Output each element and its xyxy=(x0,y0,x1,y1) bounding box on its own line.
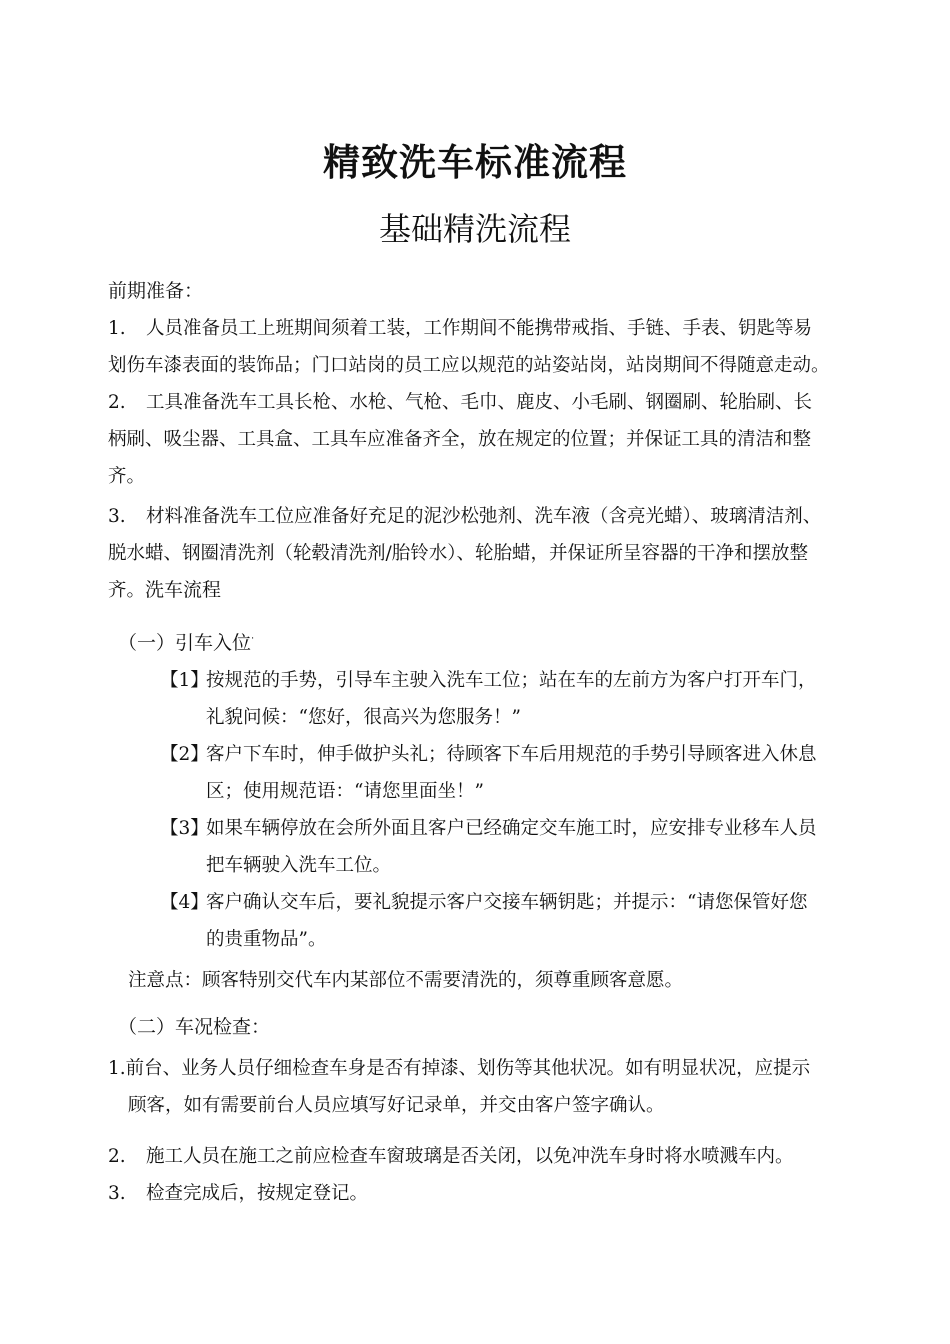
check-item-3 xyxy=(108,1175,368,1212)
prep-heading: 前期准备： xyxy=(108,280,204,302)
prep-item-2-line1: 工具准备洗车工具长枪、水枪、气枪、毛巾、鹿皮、小毛刷、钢圈刷、轮胎刷、长 xyxy=(146,392,813,413)
prep-item-2 xyxy=(108,384,836,495)
check-item-1-line1: 前台、业务人员仔细检查车身是否有掉漆、划伤等其他状况。如有明显状况，应提示 xyxy=(125,1058,811,1079)
step-2-line1: 客户下车时，伸手做护头礼；待顾客下车后用规范的手势引导顾客进入休息 xyxy=(206,744,817,765)
prep-item-3-num: 3. xyxy=(108,506,126,527)
section1-heading xyxy=(118,628,254,655)
step-2-line2: 区；使用规范语：“请您里面坐！” xyxy=(206,781,484,802)
section2-heading: （二）车况检查： xyxy=(118,1016,271,1038)
prep-item-2-num: 2. xyxy=(108,392,126,413)
step-3 xyxy=(160,810,840,884)
check-item-2 xyxy=(108,1138,794,1175)
step-4-line1: 客户确认交车后，要礼貌提示客户交接车辆钥匙；并提示：“请您保管好您 xyxy=(206,892,808,913)
step-4-line2: 的贵重物品”。 xyxy=(206,929,327,950)
step-3-line2: 把车辆驶入洗车工位。 xyxy=(206,855,392,876)
prep-item-1 xyxy=(108,310,836,384)
check-item-1-num: 1. xyxy=(108,1058,126,1079)
check-item-1 xyxy=(108,1050,848,1124)
step-2-label: 【2】 xyxy=(160,744,209,765)
step-2 xyxy=(160,736,840,810)
step-1-label: 【1】 xyxy=(160,670,209,691)
prep-item-3 xyxy=(108,498,848,609)
prep-item-2-line3: 齐。 xyxy=(108,466,146,487)
check-item-2-num: 2. xyxy=(108,1146,126,1167)
check-item-3-line1: 检查完成后，按规定登记。 xyxy=(146,1183,369,1204)
wash-process-heading: 洗车流程 xyxy=(145,579,222,601)
prep-item-1-num: 1. xyxy=(108,318,126,339)
document-title: 精致洗车标准流程 xyxy=(323,141,627,184)
prep-item-1-line2: 划伤车漆表面的装饰品；门口站岗的员工应以规范的站姿站岗，站岗期间不得随意走动。 xyxy=(108,355,830,376)
section1-note: 注意点：顾客特别交代车内某部位不需要清洗的，须尊重顾客意愿。 xyxy=(128,970,684,991)
document-subtitle: 基础精洗流程 xyxy=(378,210,571,248)
step-4 xyxy=(160,884,840,958)
step-4-label: 【4】 xyxy=(160,892,209,913)
prep-item-1-line1: 人员准备员工上班期间须着工装，工作期间不能携带戒指、手链、手表、钥匙等易 xyxy=(146,318,813,339)
step-1-line2: 礼貌问候：“您好，很高兴为您服务！” xyxy=(206,707,521,728)
step-1-line1: 按规范的手势，引导车主驶入洗车工位；站在车的左前方为客户打开车门， xyxy=(206,670,817,691)
step-3-label: 【3】 xyxy=(160,818,209,839)
check-item-1-line2: 顾客，如有需要前台人员应填写好记录单，并交由客户签字确认。 xyxy=(128,1095,665,1116)
check-item-3-num: 3. xyxy=(108,1183,126,1204)
step-1 xyxy=(160,662,840,736)
check-item-2-line1: 施工人员在施工之前应检查车窗玻璃是否关闭，以免冲洗车身时将水喷溅车内。 xyxy=(146,1146,794,1167)
section1-heading-text: （一）引车入位 xyxy=(118,632,252,654)
prep-item-3-line2: 脱水蜡、钢圈清洗剂（轮毂清洗剂/胎铃水）、轮胎蜡，并保证所呈容器的干净和摆放整 xyxy=(108,543,808,564)
step-3-line1: 如果车辆停放在会所外面且客户已经确定交车施工时，应安排专业移车人员 xyxy=(206,818,817,839)
prep-item-3-line3: 齐。 xyxy=(108,580,146,601)
section1-heading-mark: · xyxy=(251,633,255,645)
prep-item-2-line2: 柄刷、吸尘器、工具盒、工具车应准备齐全，放在规定的位置；并保证工具的清洁和整 xyxy=(108,429,812,450)
prep-item-3-line1: 材料准备洗车工位应准备好充足的泥沙松弛剂、洗车液（含亮光蜡）、玻璃清洁剂、 xyxy=(146,506,822,527)
